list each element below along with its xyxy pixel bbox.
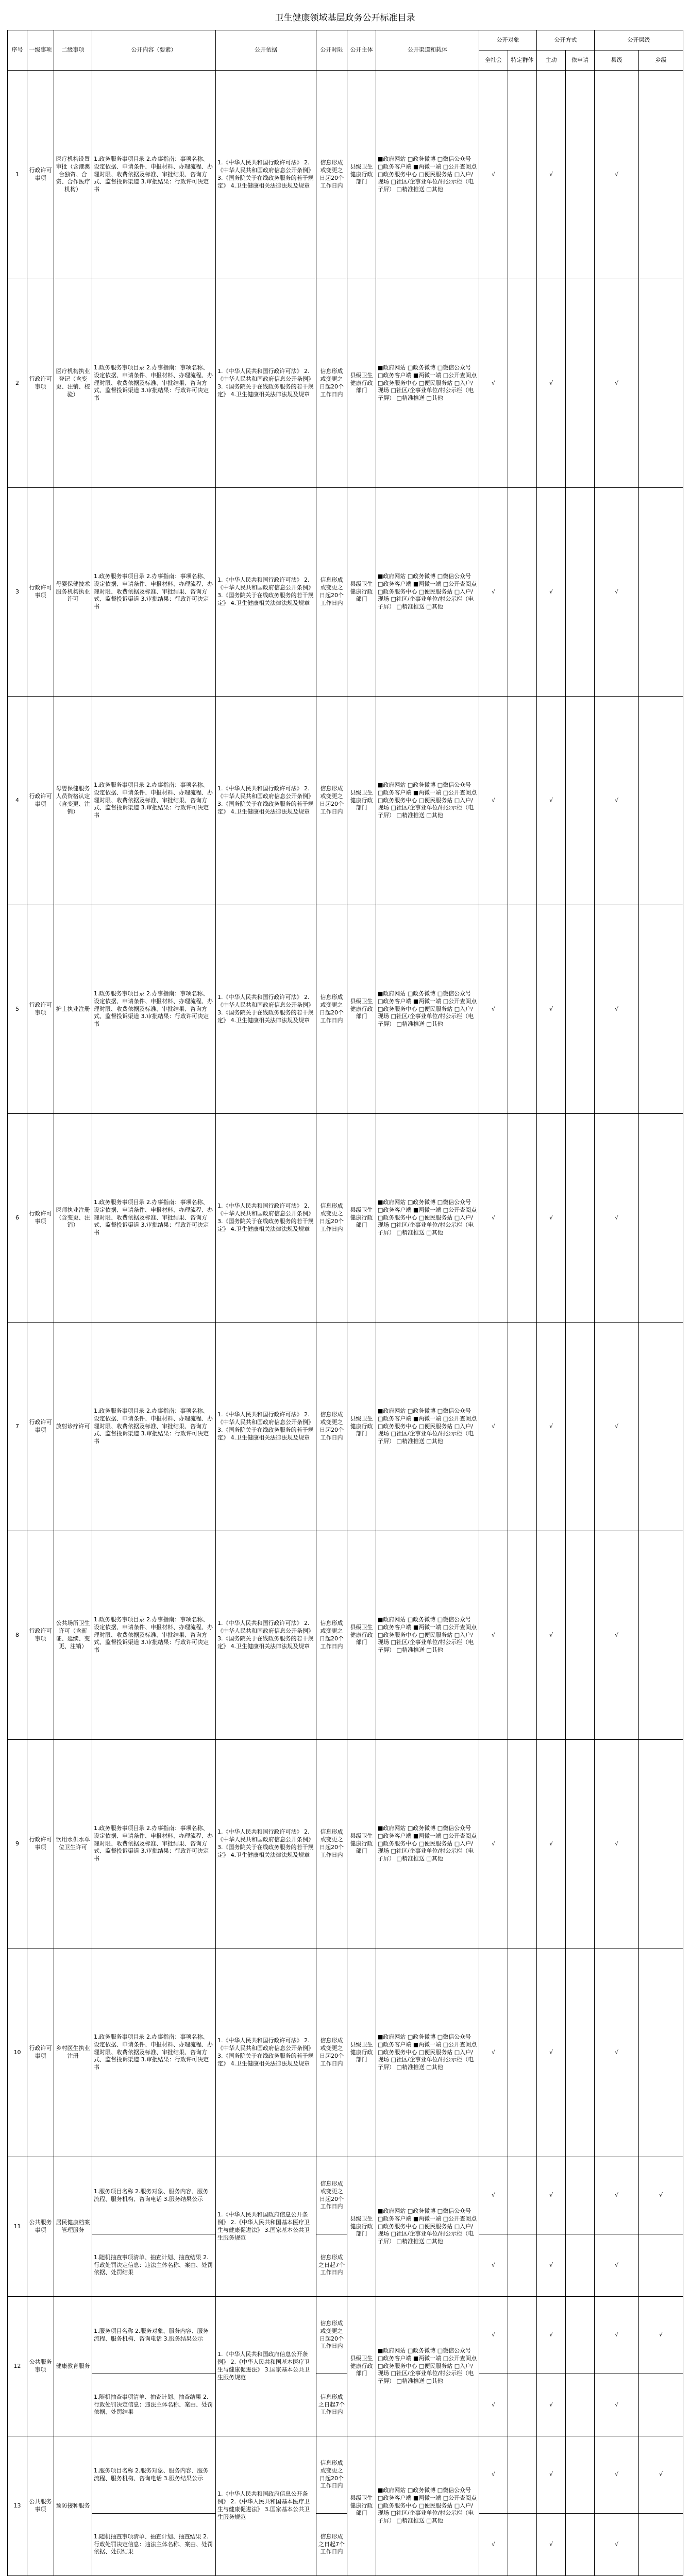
check-county: √ <box>595 1948 639 2157</box>
row-time: 信息形成或变更之日起20个工作日内 <box>316 71 347 279</box>
check-scope-specific <box>508 1531 537 1740</box>
table-row <box>8 1114 683 1323</box>
header-scope-specific: 特定群体 <box>508 50 537 71</box>
header-level2: 二级事项 <box>54 30 92 71</box>
check-scope-specific <box>508 279 537 488</box>
header-level-group: 公开层级 <box>595 30 683 50</box>
row-seq: 1 <box>8 71 27 279</box>
table-row <box>8 2374 683 2436</box>
row-basis: 1.《中华人民共和国政府信息公开条例》 2.《中华人民共和国基本医疗卫生与健康促进法》 3.国家基本公共卫生服务规范 <box>216 2297 316 2436</box>
row-content: 1.政务服务事项目录 2.办事指南：事项名称、设定依据、申请条件、申报材料、办理流程、办理时限、收费依据及标准、审批结果、咨询方式、监督投诉渠道 3.审批结果：行政许可决定书 <box>92 1114 216 1323</box>
row-basis: 1.《中华人民共和国行政许可法》 2.《中华人民共和国政府信息公开条例》 3.《国务院关于在线政务服务的若干规定》 4.卫生健康相关法律法规及规章 <box>216 697 316 905</box>
row-seq: 8 <box>8 1531 27 1740</box>
check-township <box>639 905 683 1114</box>
check-township <box>639 1114 683 1323</box>
row-basis: 1.《中华人民共和国行政许可法》 2.《中华人民共和国政府信息公开条例》 3.《国务院关于在线政务服务的若干规定》 4.卫生健康相关法律法规及规章 <box>216 71 316 279</box>
header-township: 乡级 <box>639 50 683 71</box>
row-level2: 乡村医生执业注册 <box>54 1948 92 2157</box>
check-county: √ <box>595 2157 639 2234</box>
check-proactive: √ <box>537 1114 566 1323</box>
check-on-request <box>566 1114 595 1323</box>
check-scope-all: √ <box>479 1323 508 1531</box>
row-content: 1.政务服务事项目录 2.办事指南：事项名称、设定依据、申请条件、申报材料、办理流程、办理时限、收费依据及标准、审批结果、咨询方式、监督投诉渠道 3.审批结果：行政许可决定书 <box>92 1948 216 2157</box>
row-channel: ■政府网站 □政务微博 □微信公众号 □政务客户端 ■两微一端 □公开查阅点 □政务服务中心 □便民服务站 □入户/现场 □社区/企事业单位/村公示栏（电子屏） □精准推送 □其他 <box>376 1323 479 1531</box>
row-content: 1.政务服务事项目录 2.办事指南：事项名称、设定依据、申请条件、申报材料、办理流程、办理时限、收费依据及标准、审批结果、咨询方式、监督投诉渠道 3.审批结果：行政许可决定书 <box>92 905 216 1114</box>
row-channel: ■政府网站 □政务微博 □微信公众号 □政务客户端 ■两微一端 □公开查阅点 □政务服务中心 □便民服务站 □入户/现场 □社区/企事业单位/村公示栏（电子屏） □精准推送 □其他 <box>376 1948 479 2157</box>
check-township <box>639 2234 683 2297</box>
row-content-sub: 1.随机抽查事项清单、抽查计划、抽查结果 2.行政处罚决定信息：违法主体名称、案由、处罚依据、处罚结果 <box>92 2514 216 2576</box>
row-channel: ■政府网站 □政务微博 □微信公众号 □政务客户端 ■两微一端 □公开查阅点 □政务服务中心 □便民服务站 □入户/现场 □社区/企事业单位/村公示栏（电子屏） □精准推送 □其他 <box>376 71 479 279</box>
row-level2: 医疗机构执业登记（含变更、注销、校验） <box>54 279 92 488</box>
check-scope-specific <box>508 2157 537 2234</box>
row-subject: 县级卫生健康行政部门 <box>347 1948 376 2157</box>
row-time: 信息形成或变更之日起20个工作日内 <box>316 2436 347 2514</box>
header-object-group: 公开对象 <box>479 30 537 50</box>
row-seq: 6 <box>8 1114 27 1323</box>
table-row <box>8 697 683 905</box>
check-scope-specific <box>508 2297 537 2374</box>
row-channel: ■政府网站 □政务微博 □微信公众号 □政务客户端 ■两微一端 □公开查阅点 □政务服务中心 □便民服务站 □入户/现场 □社区/企事业单位/村公示栏（电子屏） □精准推送 □其他 <box>376 279 479 488</box>
row-content-sub: 1.随机抽查事项清单、抽查计划、抽查结果 2.行政处罚决定信息：违法主体名称、案由、处罚依据、处罚结果 <box>92 2234 216 2297</box>
row-level1: 行政许可事项 <box>27 1740 54 1948</box>
row-time: 信息形成或变更之日起20个工作日内 <box>316 1323 347 1531</box>
row-seq: 11 <box>8 2157 27 2297</box>
row-channel: ■政府网站 □政务微博 □微信公众号 □政务客户端 ■两微一端 □公开查阅点 □政务服务中心 □便民服务站 □入户/现场 □社区/企事业单位/村公示栏（电子屏） □精准推送 □其他 <box>376 1740 479 1948</box>
row-level1: 行政许可事项 <box>27 1948 54 2157</box>
check-scope-all: √ <box>479 488 508 697</box>
row-basis: 1.《中华人民共和国行政许可法》 2.《中华人民共和国政府信息公开条例》 3.《国务院关于在线政务服务的若干规定》 4.卫生健康相关法律法规及规章 <box>216 1114 316 1323</box>
check-on-request <box>566 2297 595 2374</box>
page-title: 卫生健康领域基层政务公开标准目录 <box>275 13 415 23</box>
row-level1: 行政许可事项 <box>27 905 54 1114</box>
check-county: √ <box>595 2514 639 2576</box>
row-basis: 1.《中华人民共和国行政许可法》 2.《中华人民共和国政府信息公开条例》 3.《国务院关于在线政务服务的若干规定》 4.卫生健康相关法律法规及规章 <box>216 488 316 697</box>
check-scope-all: √ <box>479 697 508 905</box>
row-content: 1.政务服务事项目录 2.办事指南：事项名称、设定依据、申请条件、申报材料、办理流程、办理时限、收费依据及标准、审批结果、咨询方式、监督投诉渠道 3.审批结果：行政许可决定书 <box>92 488 216 697</box>
check-township <box>639 2374 683 2436</box>
check-township <box>639 488 683 697</box>
row-subject: 县级卫生健康行政部门 <box>347 2297 376 2436</box>
check-township <box>639 2514 683 2576</box>
row-content: 1.政务服务事项目录 2.办事指南：事项名称、设定依据、申请条件、申报材料、办理流程、办理时限、收费依据及标准、审批结果、咨询方式、监督投诉渠道 3.审批结果：行政许可决定书 <box>92 1531 216 1740</box>
row-level2: 公共场所卫生许可（含新证、延续、变更、注销） <box>54 1531 92 1740</box>
header-method-group: 公开方式 <box>537 30 595 50</box>
row-content: 1.政务服务事项目录 2.办事指南：事项名称、设定依据、申请条件、申报材料、办理流程、办理时限、收费依据及标准、审批结果、咨询方式、监督投诉渠道 3.审批结果：行政许可决定书 <box>92 1323 216 1531</box>
header-scope-all: 全社会 <box>479 50 508 71</box>
check-county: √ <box>595 905 639 1114</box>
row-level1: 公共服务事项 <box>27 2297 54 2436</box>
row-seq: 13 <box>8 2436 27 2576</box>
row-level2: 健康教育服务 <box>54 2297 92 2436</box>
check-scope-all: √ <box>479 71 508 279</box>
row-subject: 县级卫生健康行政部门 <box>347 71 376 279</box>
row-level1: 行政许可事项 <box>27 488 54 697</box>
row-basis: 1.《中华人民共和国政府信息公开条例》 2.《中华人民共和国基本医疗卫生与健康促进法》 3.国家基本公共卫生服务规范 <box>216 2436 316 2576</box>
row-subject: 县级卫生健康行政部门 <box>347 2436 376 2576</box>
check-scope-specific <box>508 488 537 697</box>
check-on-request <box>566 2157 595 2234</box>
check-scope-all: √ <box>479 1948 508 2157</box>
check-township <box>639 71 683 279</box>
check-scope-all: √ <box>479 1740 508 1948</box>
row-subject: 县级卫生健康行政部门 <box>347 488 376 697</box>
row-seq: 4 <box>8 697 27 905</box>
table-row <box>8 279 683 488</box>
check-scope-all: √ <box>479 2297 508 2374</box>
row-time: 信息形成或变更之日起20个工作日内 <box>316 697 347 905</box>
check-on-request <box>566 697 595 905</box>
row-level1: 公共服务事项 <box>27 2157 54 2297</box>
row-level1: 行政许可事项 <box>27 279 54 488</box>
check-on-request <box>566 1740 595 1948</box>
row-basis: 1.《中华人民共和国行政许可法》 2.《中华人民共和国政府信息公开条例》 3.《国务院关于在线政务服务的若干规定》 4.卫生健康相关法律法规及规章 <box>216 1531 316 1740</box>
row-basis: 1.《中华人民共和国行政许可法》 2.《中华人民共和国政府信息公开条例》 3.《国务院关于在线政务服务的若干规定》 4.卫生健康相关法律法规及规章 <box>216 905 316 1114</box>
header-on-request: 依申请 <box>566 50 595 71</box>
row-subject: 县级卫生健康行政部门 <box>347 1323 376 1531</box>
table-row <box>8 2297 683 2374</box>
check-on-request <box>566 2234 595 2297</box>
check-scope-specific <box>508 2436 537 2514</box>
check-county: √ <box>595 279 639 488</box>
row-subject: 县级卫生健康行政部门 <box>347 905 376 1114</box>
check-scope-all: √ <box>479 2157 508 2234</box>
check-scope-specific <box>508 2234 537 2297</box>
table-row <box>8 71 683 279</box>
check-on-request <box>566 1531 595 1740</box>
check-county: √ <box>595 2297 639 2374</box>
check-scope-all: √ <box>479 2234 508 2297</box>
header-level1: 一级事项 <box>27 30 54 71</box>
row-seq: 10 <box>8 1948 27 2157</box>
row-level1: 行政许可事项 <box>27 71 54 279</box>
check-proactive: √ <box>537 905 566 1114</box>
row-content: 1.政务服务事项目录 2.办事指南：事项名称、设定依据、申请条件、申报材料、办理流程、办理时限、收费依据及标准、审批结果、咨询方式、监督投诉渠道 3.审批结果：行政许可决定书 <box>92 1740 216 1948</box>
check-proactive: √ <box>537 2374 566 2436</box>
row-content: 1.服务项目名称 2.服务对象、服务内容、服务流程、服务机构、咨询电话 3.服务结果公示 <box>92 2157 216 2234</box>
check-township <box>639 1948 683 2157</box>
row-time-sub: 信息形成之日起7个工作日内 <box>316 2374 347 2436</box>
check-county: √ <box>595 1531 639 1740</box>
check-scope-all: √ <box>479 1114 508 1323</box>
check-proactive: √ <box>537 2297 566 2374</box>
check-on-request <box>566 905 595 1114</box>
table-row <box>8 2436 683 2514</box>
row-subject: 县级卫生健康行政部门 <box>347 2157 376 2297</box>
check-county: √ <box>595 2234 639 2297</box>
check-proactive: √ <box>537 1323 566 1531</box>
check-scope-specific <box>508 1323 537 1531</box>
row-seq: 5 <box>8 905 27 1114</box>
header-proactive: 主动 <box>537 50 566 71</box>
row-basis: 1.《中华人民共和国行政许可法》 2.《中华人民共和国政府信息公开条例》 3.《国务院关于在线政务服务的若干规定》 4.卫生健康相关法律法规及规章 <box>216 1323 316 1531</box>
check-proactive: √ <box>537 488 566 697</box>
check-proactive: √ <box>537 1531 566 1740</box>
row-seq: 7 <box>8 1323 27 1531</box>
check-county: √ <box>595 2436 639 2514</box>
check-on-request <box>566 71 595 279</box>
row-level2: 居民健康档案管理服务 <box>54 2157 92 2297</box>
table-row <box>8 2514 683 2576</box>
header-seq: 序号 <box>8 30 27 71</box>
table-row <box>8 2234 683 2297</box>
row-time: 信息形成或变更之日起20个工作日内 <box>316 1114 347 1323</box>
row-time: 信息形成或变更之日起20个工作日内 <box>316 905 347 1114</box>
row-seq: 12 <box>8 2297 27 2436</box>
check-scope-specific <box>508 905 537 1114</box>
header-content: 公开内容（要素） <box>92 30 216 71</box>
table-body <box>8 71 683 2576</box>
check-proactive: √ <box>537 71 566 279</box>
row-level1: 公共服务事项 <box>27 2436 54 2576</box>
check-scope-specific <box>508 2514 537 2576</box>
check-county: √ <box>595 697 639 905</box>
check-township <box>639 279 683 488</box>
header-county: 县级 <box>595 50 639 71</box>
row-channel: ■政府网站 □政务微博 □微信公众号 □政务客户端 ■两微一端 □公开查阅点 □政务服务中心 □便民服务站 □入户/现场 □社区/企事业单位/村公示栏（电子屏） □精准推送 □其他 <box>376 697 479 905</box>
row-time-sub: 信息形成之日起7个工作日内 <box>316 2234 347 2297</box>
row-seq: 3 <box>8 488 27 697</box>
check-proactive: √ <box>537 1948 566 2157</box>
check-scope-specific <box>508 1948 537 2157</box>
check-proactive: √ <box>537 2514 566 2576</box>
table-row <box>8 1740 683 1948</box>
check-proactive: √ <box>537 697 566 905</box>
row-basis: 1.《中华人民共和国行政许可法》 2.《中华人民共和国政府信息公开条例》 3.《国务院关于在线政务服务的若干规定》 4.卫生健康相关法律法规及规章 <box>216 1740 316 1948</box>
row-content: 1.政务服务事项目录 2.办事指南：事项名称、设定依据、申请条件、申报材料、办理流程、办理时限、收费依据及标准、审批结果、咨询方式、监督投诉渠道 3.审批结果：行政许可决定书 <box>92 697 216 905</box>
check-county: √ <box>595 2374 639 2436</box>
row-level2: 预防接种服务 <box>54 2436 92 2576</box>
check-township: √ <box>639 2157 683 2234</box>
row-time: 信息形成或变更之日起20个工作日内 <box>316 1531 347 1740</box>
row-level2: 母婴保健技术服务机构执业许可 <box>54 488 92 697</box>
check-township <box>639 1740 683 1948</box>
check-county: √ <box>595 71 639 279</box>
header-time: 公开时限 <box>316 30 347 71</box>
check-on-request <box>566 2514 595 2576</box>
row-content: 1.政务服务事项目录 2.办事指南：事项名称、设定依据、申请条件、申报材料、办理流程、办理时限、收费依据及标准、审批结果、咨询方式、监督投诉渠道 3.审批结果：行政许可决定书 <box>92 71 216 279</box>
row-channel: ■政府网站 □政务微博 □微信公众号 □政务客户端 ■两微一端 □公开查阅点 □政务服务中心 □便民服务站 □入户/现场 □社区/企事业单位/村公示栏（电子屏） □精准推送 □其他 <box>376 2157 479 2297</box>
check-on-request <box>566 1323 595 1531</box>
row-time: 信息形成或变更之日起20个工作日内 <box>316 1948 347 2157</box>
check-proactive: √ <box>537 2436 566 2514</box>
row-subject: 县级卫生健康行政部门 <box>347 697 376 905</box>
row-seq: 2 <box>8 279 27 488</box>
check-scope-specific <box>508 2374 537 2436</box>
row-time-sub: 信息形成之日起7个工作日内 <box>316 2514 347 2576</box>
check-scope-all: √ <box>479 1531 508 1740</box>
check-county: √ <box>595 1114 639 1323</box>
row-channel: ■政府网站 □政务微博 □微信公众号 □政务客户端 ■两微一端 □公开查阅点 □政务服务中心 □便民服务站 □入户/现场 □社区/企事业单位/村公示栏（电子屏） □精准推送 □其他 <box>376 488 479 697</box>
disclosure-table <box>7 30 683 2576</box>
table-row <box>8 2157 683 2234</box>
row-basis: 1.《中华人民共和国行政许可法》 2.《中华人民共和国政府信息公开条例》 3.《国务院关于在线政务服务的若干规定》 4.卫生健康相关法律法规及规章 <box>216 279 316 488</box>
check-scope-all: √ <box>479 279 508 488</box>
row-channel: ■政府网站 □政务微博 □微信公众号 □政务客户端 ■两微一端 □公开查阅点 □政务服务中心 □便民服务站 □入户/现场 □社区/企事业单位/村公示栏（电子屏） □精准推送 □其他 <box>376 1531 479 1740</box>
row-basis: 1.《中华人民共和国行政许可法》 2.《中华人民共和国政府信息公开条例》 3.《国务院关于在线政务服务的若干规定》 4.卫生健康相关法律法规及规章 <box>216 1948 316 2157</box>
row-basis: 1.《中华人民共和国政府信息公开条例》 2.《中华人民共和国基本医疗卫生与健康促进法》 3.国家基本公共卫生服务规范 <box>216 2157 316 2297</box>
row-content: 1.服务项目名称 2.服务对象、服务内容、服务流程、服务机构、咨询电话 3.服务结果公示 <box>92 2297 216 2374</box>
row-level1: 行政许可事项 <box>27 1323 54 1531</box>
check-county: √ <box>595 1323 639 1531</box>
check-on-request <box>566 2374 595 2436</box>
row-seq: 9 <box>8 1740 27 1948</box>
table-row <box>8 1531 683 1740</box>
row-level2: 医疗机构设置审批（含港澳台独资、合资、合作医疗机构） <box>54 71 92 279</box>
row-time: 信息形成或变更之日起20个工作日内 <box>316 2157 347 2234</box>
check-on-request <box>566 279 595 488</box>
header-basis: 公开依据 <box>216 30 316 71</box>
row-channel: ■政府网站 □政务微博 □微信公众号 □政务客户端 ■两微一端 □公开查阅点 □政务服务中心 □便民服务站 □入户/现场 □社区/企事业单位/村公示栏（电子屏） □精准推送 □其他 <box>376 2297 479 2436</box>
check-township <box>639 697 683 905</box>
row-level2: 放射诊疗许可 <box>54 1323 92 1531</box>
check-proactive: √ <box>537 2234 566 2297</box>
row-channel: ■政府网站 □政务微博 □微信公众号 □政务客户端 ■两微一端 □公开查阅点 □政务服务中心 □便民服务站 □入户/现场 □社区/企事业单位/村公示栏（电子屏） □精准推送 □其他 <box>376 1114 479 1323</box>
table-row <box>8 905 683 1114</box>
check-proactive: √ <box>537 2157 566 2234</box>
header-channel: 公开渠道和载体 <box>376 30 479 71</box>
check-scope-specific <box>508 1114 537 1323</box>
row-level2: 医师执业注册（含变更、注销） <box>54 1114 92 1323</box>
table-row <box>8 1323 683 1531</box>
check-township: √ <box>639 2436 683 2514</box>
row-subject: 县级卫生健康行政部门 <box>347 1531 376 1740</box>
row-subject: 县级卫生健康行政部门 <box>347 279 376 488</box>
check-proactive: √ <box>537 279 566 488</box>
row-level1: 行政许可事项 <box>27 697 54 905</box>
row-content: 1.服务项目名称 2.服务对象、服务内容、服务流程、服务机构、咨询电话 3.服务结果公示 <box>92 2436 216 2514</box>
row-time: 信息形成或变更之日起20个工作日内 <box>316 1740 347 1948</box>
check-scope-specific <box>508 71 537 279</box>
row-level2: 母婴保健服务人员资格认定（含变更、注销） <box>54 697 92 905</box>
row-subject: 县级卫生健康行政部门 <box>347 1114 376 1323</box>
check-scope-all: √ <box>479 2374 508 2436</box>
row-channel: ■政府网站 □政务微博 □微信公众号 □政务客户端 ■两微一端 □公开查阅点 □政务服务中心 □便民服务站 □入户/现场 □社区/企事业单位/村公示栏（电子屏） □精准推送 □其他 <box>376 905 479 1114</box>
check-proactive: √ <box>537 1740 566 1948</box>
row-level1: 行政许可事项 <box>27 1114 54 1323</box>
row-time: 信息形成或变更之日起20个工作日内 <box>316 279 347 488</box>
check-scope-all: √ <box>479 2436 508 2514</box>
check-on-request <box>566 488 595 697</box>
table-row <box>8 488 683 697</box>
check-township <box>639 1323 683 1531</box>
row-time: 信息形成或变更之日起20个工作日内 <box>316 488 347 697</box>
check-scope-all: √ <box>479 905 508 1114</box>
row-level2: 护士执业注册 <box>54 905 92 1114</box>
check-county: √ <box>595 1740 639 1948</box>
check-township <box>639 1531 683 1740</box>
check-township: √ <box>639 2297 683 2374</box>
check-scope-specific <box>508 697 537 905</box>
row-time: 信息形成或变更之日起20个工作日内 <box>316 2297 347 2374</box>
check-on-request <box>566 1948 595 2157</box>
check-scope-specific <box>508 1740 537 1948</box>
row-subject: 县级卫生健康行政部门 <box>347 1740 376 1948</box>
row-level2: 饮用水供水单位卫生许可 <box>54 1740 92 1948</box>
row-content: 1.政务服务事项目录 2.办事指南：事项名称、设定依据、申请条件、申报材料、办理流程、办理时限、收费依据及标准、审批结果、咨询方式、监督投诉渠道 3.审批结果：行政许可决定书 <box>92 279 216 488</box>
row-channel: ■政府网站 □政务微博 □微信公众号 □政务客户端 ■两微一端 □公开查阅点 □政务服务中心 □便民服务站 □入户/现场 □社区/企事业单位/村公示栏（电子屏） □精准推送 □其他 <box>376 2436 479 2576</box>
check-scope-all: √ <box>479 2514 508 2576</box>
row-level1: 行政许可事项 <box>27 1531 54 1740</box>
check-county: √ <box>595 488 639 697</box>
table-row <box>8 1948 683 2157</box>
header-subject: 公开主体 <box>347 30 376 71</box>
check-on-request <box>566 2436 595 2514</box>
row-content-sub: 1.随机抽查事项清单、抽查计划、抽查结果 2.行政处罚决定信息：违法主体名称、案由、处罚依据、处罚结果 <box>92 2374 216 2436</box>
